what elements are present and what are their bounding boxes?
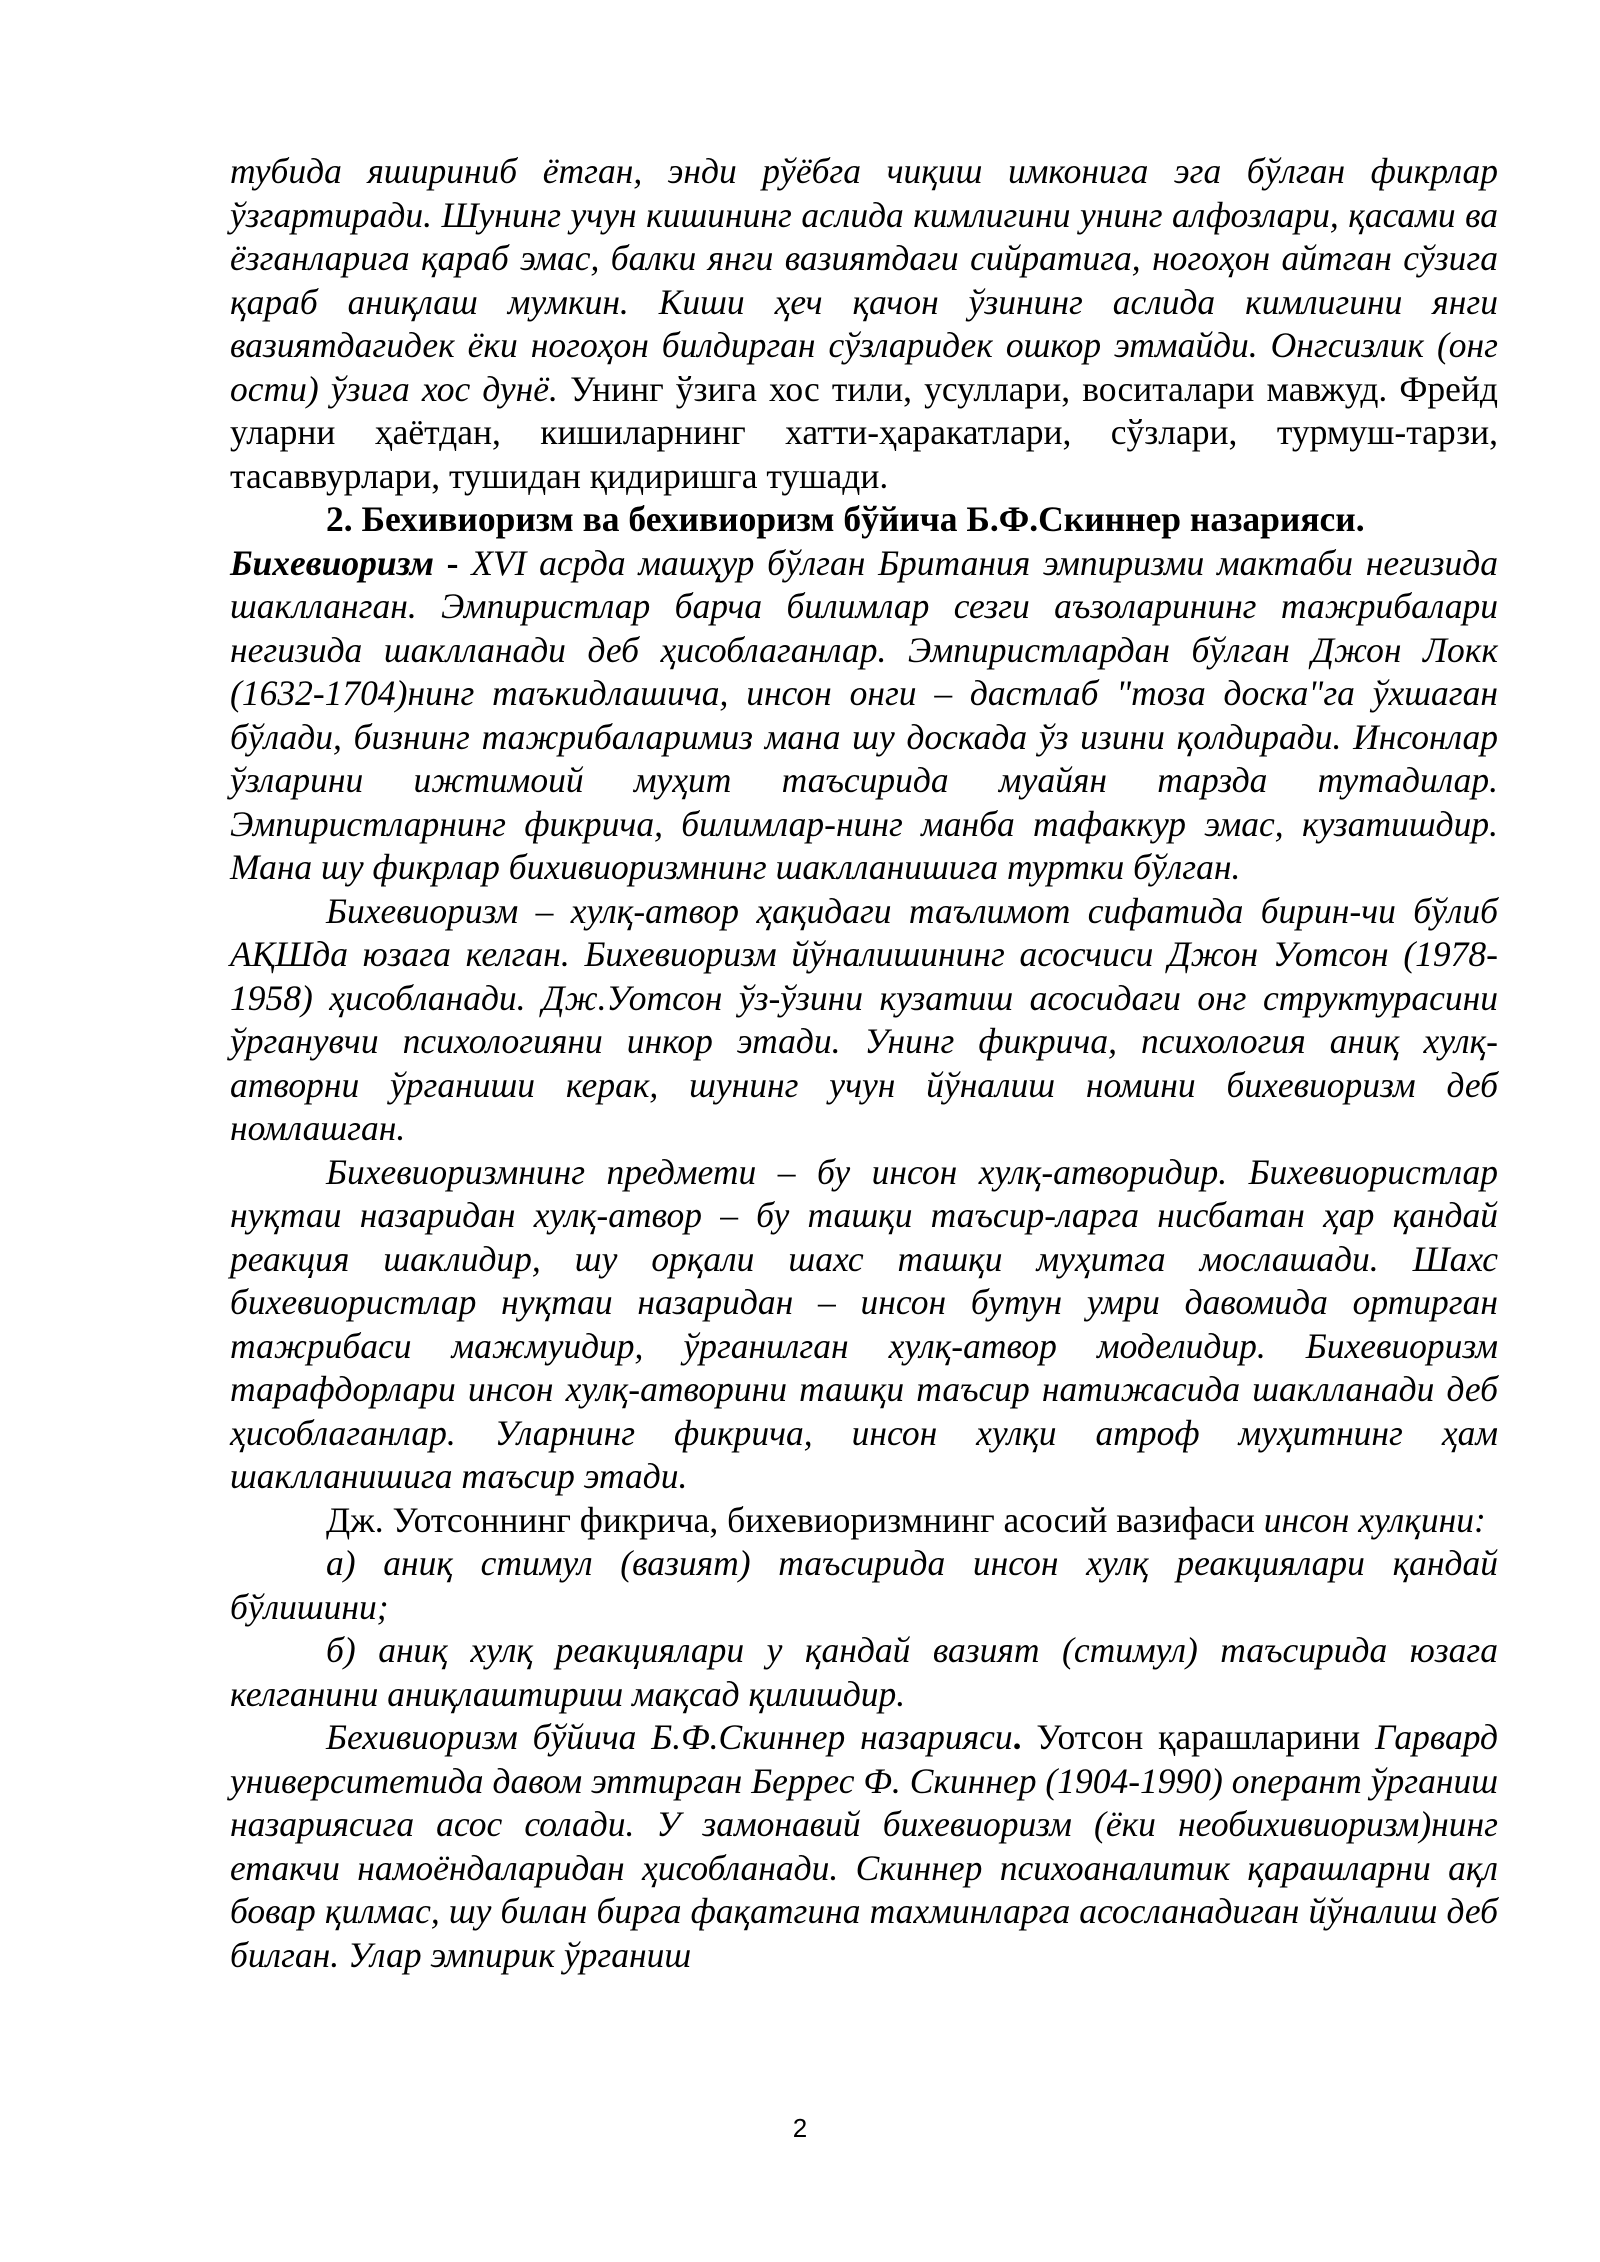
page-number: 2 <box>792 2113 808 2143</box>
paragraph-5-regular: Дж. Уотсоннинг фикрича, бихевиоризмнинг асосий вазифаси <box>326 1499 1264 1540</box>
paragraph-2-text: XVI асрда машҳур бўлган Британия эмпиризми мактаби негизида шаклланган. Эмпиристлар барча билимлар сезги аъзоларининг тажрибалари негизида шаклланади деб ҳисоблаганлар. Эмпиристлардан бўлган Джон Локк (1632-1704)нинг таъкидлашича, инсон онги – дастлаб "тоза доска"га ўхшаган бўлади, бизнинг тажрибаларимиз мана шу доскада ўз изини қолдиради. Инсонлар ўзларини ижтимоий муҳит таъсирида муайян тарзда тутадилар. Эмпиристларнинг фикрича, билимлар-нинг манба тафаккур эмас, кузатишдир. Мана шу фикрлар бихивиоризмнинг шаклланишига туртки бўлган. <box>230 542 1498 887</box>
paragraph-1-regular: Унинг ўзига хос тили, усуллари, воситалари мавжуд. Фрейд уларни ҳаётдан, кишиларнинг хатти-ҳаракатлари, сўзлари, турмуш-тарзи, тасаввурлари, тушидан қидиришга тушади. <box>230 368 1498 496</box>
paragraph-1 <box>230 150 1498 498</box>
section-heading <box>230 498 1498 542</box>
list-item-b: б) аниқ хулқ реакциялари у қандай вазият (стимул) таъсирида юзага келганини аниқлаштириш мақсад қилишдир. <box>230 1630 1498 1714</box>
paragraph-4: Бихевиоризмнинг предмети – бу инсон хулқ-атворидир. Бихевиористлар нуқтаи назаридан хулқ-атвор – бу ташқи таъсир-ларга нисбатан ҳар қандай реакция шаклидир, шу орқали шахс ташқи муҳитга мослашади. Шахс бихевиористлар нуқтаи назаридан – инсон бутун умри давомида ортирган тажрибаси мажмуидир, ўрганилган хулқ-атвор моделидир. Бихевиоризм тарафдорлари инсон хулқ-атворини ташқи таъсир натижасида шаклланади деб ҳисоблаганлар. Уларнинг фикрича, инсон хулқи атроф муҳитнинг ҳам шаклланишига таъсир этади. <box>230 1151 1498 1496</box>
term-dash: - <box>433 542 472 583</box>
paragraph-8-regular: Уотсон қарашларини <box>1021 1717 1376 1757</box>
paragraph-2 <box>230 542 1498 890</box>
paragraph-5 <box>230 1499 1498 1543</box>
section-heading-text: 2. Бехивиоризм ва бехивиоризм бўйича Б.Ф.Скиннер назарияси. <box>326 499 1365 539</box>
paragraph-3: Бихевиоризм – хулқ-атвор ҳақидаги таълимот сифатида бирин-чи бўлиб АҚШда юзага келган. Бихевиоризм йўналишининг асосчиси Джон Уотсон (1978-1958) ҳисобланади. Дж.Уотсон ўз-ўзини кузатиш асосидаги онг структурасини ўрганувчи психологияни инкор этади. Унинг фикрича, психология аниқ хулқ-атворни ўрганиши керак, шунинг учун йўналиш номини бихевиоризм деб номлашган. <box>230 890 1498 1148</box>
paragraph-1-italic: тубида яшириниб ётган, энди рўёбга чиқиш имконига эга бўлган фикрлар ўзгартиради. Шунинг учун кишининг аслида кимлигини унинг алфозлари, қасами ва ёзганларига қараб эмас, балки янги вазиятдаги сийратига, ногоҳон айтган сўзига қараб аниқлаш мумкин. Киши ҳеч қачон ўзининг аслида кимлигини янги вазиятдагидек ёки ногоҳон билдирган сўзларидек ошкор этмайди. Онгсизлик (онг ости) ўзига хос дунё. <box>230 151 1498 409</box>
paragraph-8-italic: Гарвард университетида давом эттирган Беррес Ф. Скиннер (1904-1990) оперант ўрганиш назариясига асос солади. У замонавий бихевиоризм (ёки необихивиоризм)нинг етакчи намоёндаларидан ҳисобланади. Скиннер психоаналитик қарашларни ақл бовар қилмас, шу билан бирга фақатгина тахминларга асосланадиган йўналиш деб билган. Улар эмпирик ўрганиш <box>230 1717 1498 1975</box>
subsection-title-dot: . <box>1012 1717 1022 1757</box>
term-behaviorism: Бихевиоризм <box>230 542 434 583</box>
paragraph-5-italic: инсон хулқини: <box>1263 1499 1486 1540</box>
paragraph-8 <box>230 1716 1498 1977</box>
document-body <box>230 150 1498 1977</box>
subsection-title: Бехивиоризм бўйича Б.Ф.Скиннер назарияси <box>326 1717 1013 1757</box>
list-item-a: а) аниқ стимул (вазият) таъсирида инсон хулқ реакциялари қандай бўлишини; <box>230 1543 1498 1627</box>
